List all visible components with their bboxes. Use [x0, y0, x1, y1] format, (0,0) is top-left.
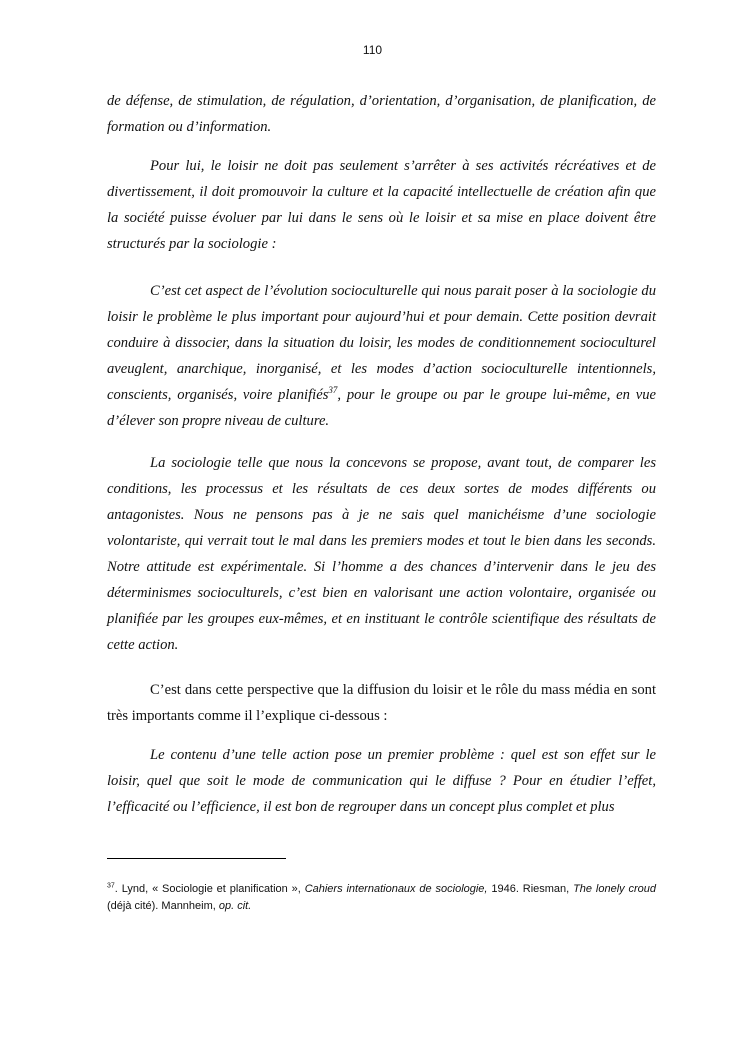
quote-sociology-conception: La sociologie telle que nous la concevons se propose, avant tout, de comparer les conditions, les processus et les résultats de ces deux sortes de modes différents ou antagonistes. Nous ne pensons pas à je ne sais quel manichéisme d’une sociologie volontariste, qui verrait tout le mal dans les premiers modes et tout le bien dans les seconds. Notre attitude est expérimentale. Si l’homme a des chances d’intervenir dans le jeu des déterminismes socioculturels, c’est bien en valorisant une action volontaire, organisée ou planifiée par les groupes eux-mêmes, et en instituant le contrôle scientifique des résultats de cette action.: [107, 455, 656, 653]
footnote-title-1: Cahiers internationaux de sociologie,: [304, 883, 488, 895]
paragraph-leisure-culture: Pour lui, le loisir ne doit pas seulement s’arrêter à ses activités récréatives et de divertissement, il doit promouvoir la culture et la capacité intellectuelle de création afin que la société puisse évoluer par lui dans le sens où le loisir et sa mise en place doivent être structurés par la sociologie :: [107, 158, 656, 252]
footnote-marker: 37: [107, 882, 115, 890]
footnote-text-1: . Lynd, « Sociologie et planification »,: [114, 883, 305, 895]
page-number: 110: [362, 43, 383, 57]
footnote-title-2: The lonely croud: [573, 883, 657, 895]
paragraph-continuation: de défense, de stimulation, de régulation, d’orientation, d’organisation, de planification, de formation ou d’information.: [107, 93, 656, 135]
footnote-text-3: (déjà cité). Mannheim,: [107, 900, 219, 912]
footnote-text-2: 1946. Riesman,: [487, 883, 574, 895]
paragraph-mass-media: C’est dans cette perspective que la diffusion du loisir et le rôle du mass média en sont très importants comme il l’explique ci-dessous :: [107, 682, 656, 724]
quote-text-part-1: C’est cet aspect de l’évolution socioculturelle qui nous parait poser à la sociologie du loisir le problème le plus important pour aujourd’hui et pour demain. Cette position devrait conduire à dissocier, dans la situation du loisir, les modes de conditionnement socioculturel aveuglent, anarchique, inorganisé, et les modes d’action socioculturelle intentionnels, conscients, organisés, voire planifiés: [107, 283, 656, 403]
quote-action-content: Le contenu d’une telle action pose un premier problème : quel est son effet sur le loisir, quel que soit le mode de communication qui le diffuse ? Pour en étudier l’effet, l’efficacité ou l’efficience, il est bon de regrouper dans un concept plus complet et plus: [107, 747, 656, 815]
quote-sociocultural-evolution: [107, 278, 656, 434]
footnote-37: [107, 881, 656, 915]
footnote-separator: [107, 858, 286, 859]
footnote-title-3: op. cit.: [218, 900, 252, 912]
quote-text-part-2: , pour le groupe ou par le groupe lui-même, en vue d’élever son propre niveau de culture.: [107, 387, 656, 429]
footnote-reference-37[interactable]: 37: [328, 385, 338, 396]
